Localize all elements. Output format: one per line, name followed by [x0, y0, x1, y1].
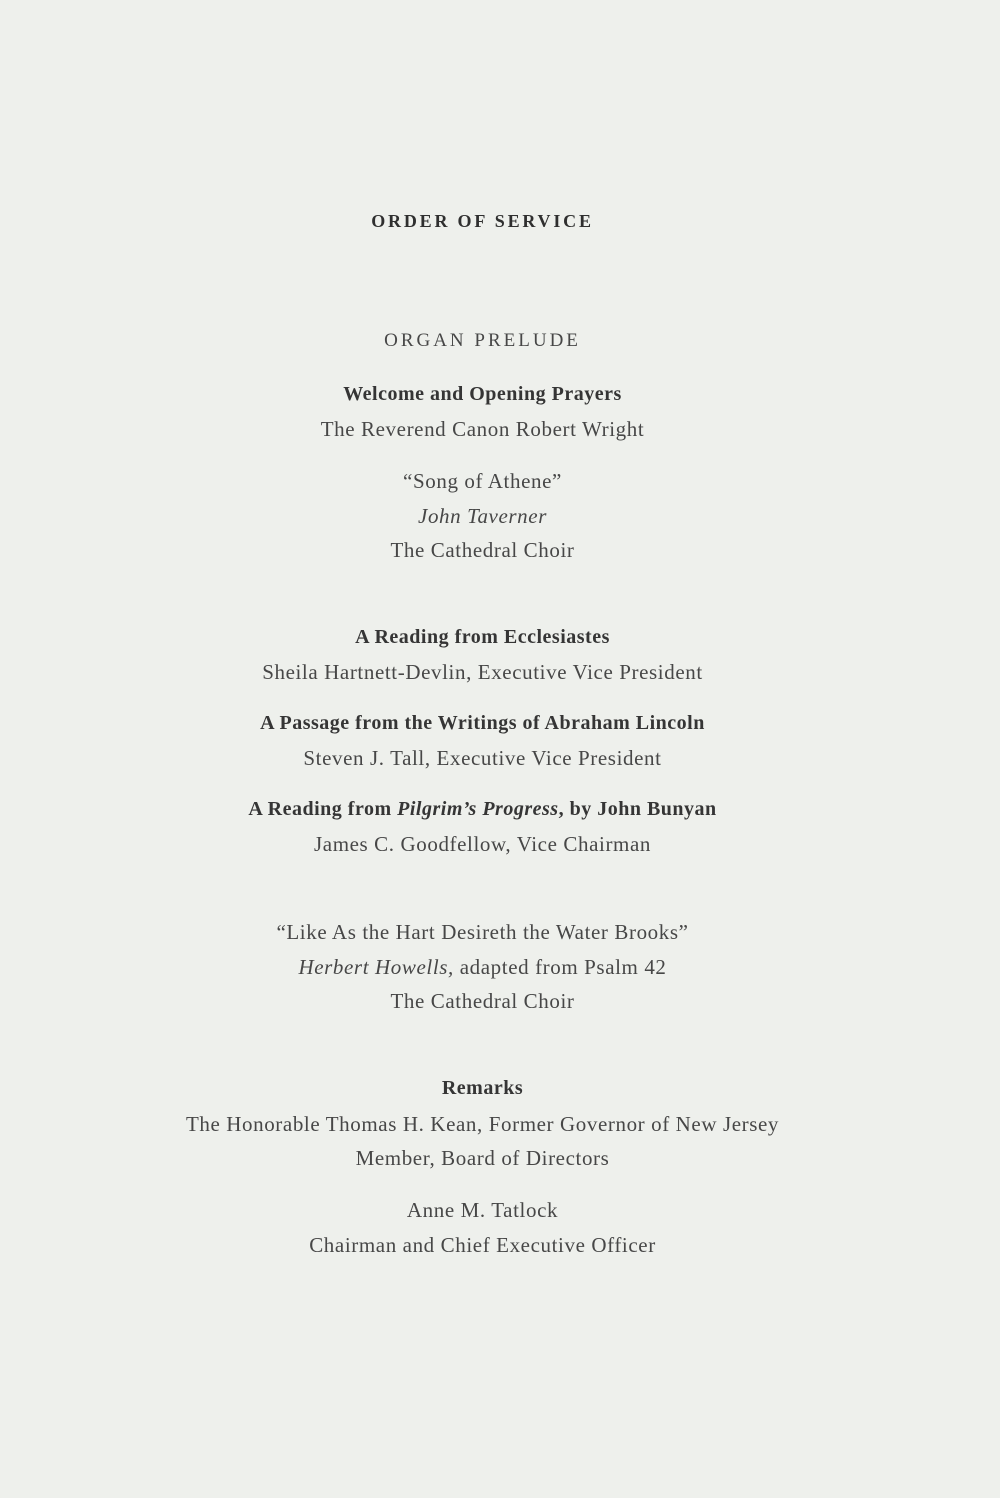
- reading2-speaker: James C. Goodfellow, Vice Chairman: [314, 832, 651, 856]
- remarks-speaker2: Anne M. Tatlock: [406, 1198, 559, 1222]
- reading1-speaker: Sheila Hartnett-Devlin, Executive Vice President: [262, 660, 703, 684]
- page-title: ORDER OF SERVICE: [371, 211, 594, 231]
- reading2-title-prefix: A Reading from: [248, 798, 398, 820]
- reading2-title-work: Pilgrim’s Progress: [397, 798, 559, 820]
- song1-title: “Song of Athene”: [403, 469, 562, 493]
- song2-title: “Like As the Hart Desireth the Water Brooks”: [276, 920, 689, 944]
- song1-performer: The Cathedral Choir: [390, 538, 575, 562]
- remarks-speaker2-role: Chairman and Chief Executive Officer: [309, 1233, 656, 1257]
- remarks-speaker1-role: Member, Board of Directors: [355, 1146, 610, 1170]
- organ-prelude: ORGAN PRELUDE: [384, 330, 581, 351]
- remarks-title: Remarks: [441, 1077, 524, 1099]
- reading2-title: [0, 798, 965, 821]
- song2-composer-note: adapted from Psalm 42: [453, 955, 667, 979]
- song2-performer: The Cathedral Choir: [390, 989, 575, 1013]
- passage-title: A Passage from the Writings of Abraham Lincoln: [260, 712, 705, 734]
- song2-composer: Herbert Howells,: [298, 955, 454, 979]
- song2-composer-line: [0, 955, 965, 980]
- remarks-speaker1: The Honorable Thomas H. Kean, Former Governor of New Jersey: [185, 1112, 780, 1136]
- welcome-speaker: The Reverend Canon Robert Wright: [320, 417, 645, 441]
- passage-speaker: Steven J. Tall, Executive Vice President: [303, 746, 662, 770]
- reading1-title: A Reading from Ecclesiastes: [355, 626, 610, 648]
- reading2-title-suffix: , by John Bunyan: [558, 798, 717, 820]
- welcome-title: Welcome and Opening Prayers: [343, 383, 622, 405]
- song1-composer: John Taverner: [418, 504, 547, 528]
